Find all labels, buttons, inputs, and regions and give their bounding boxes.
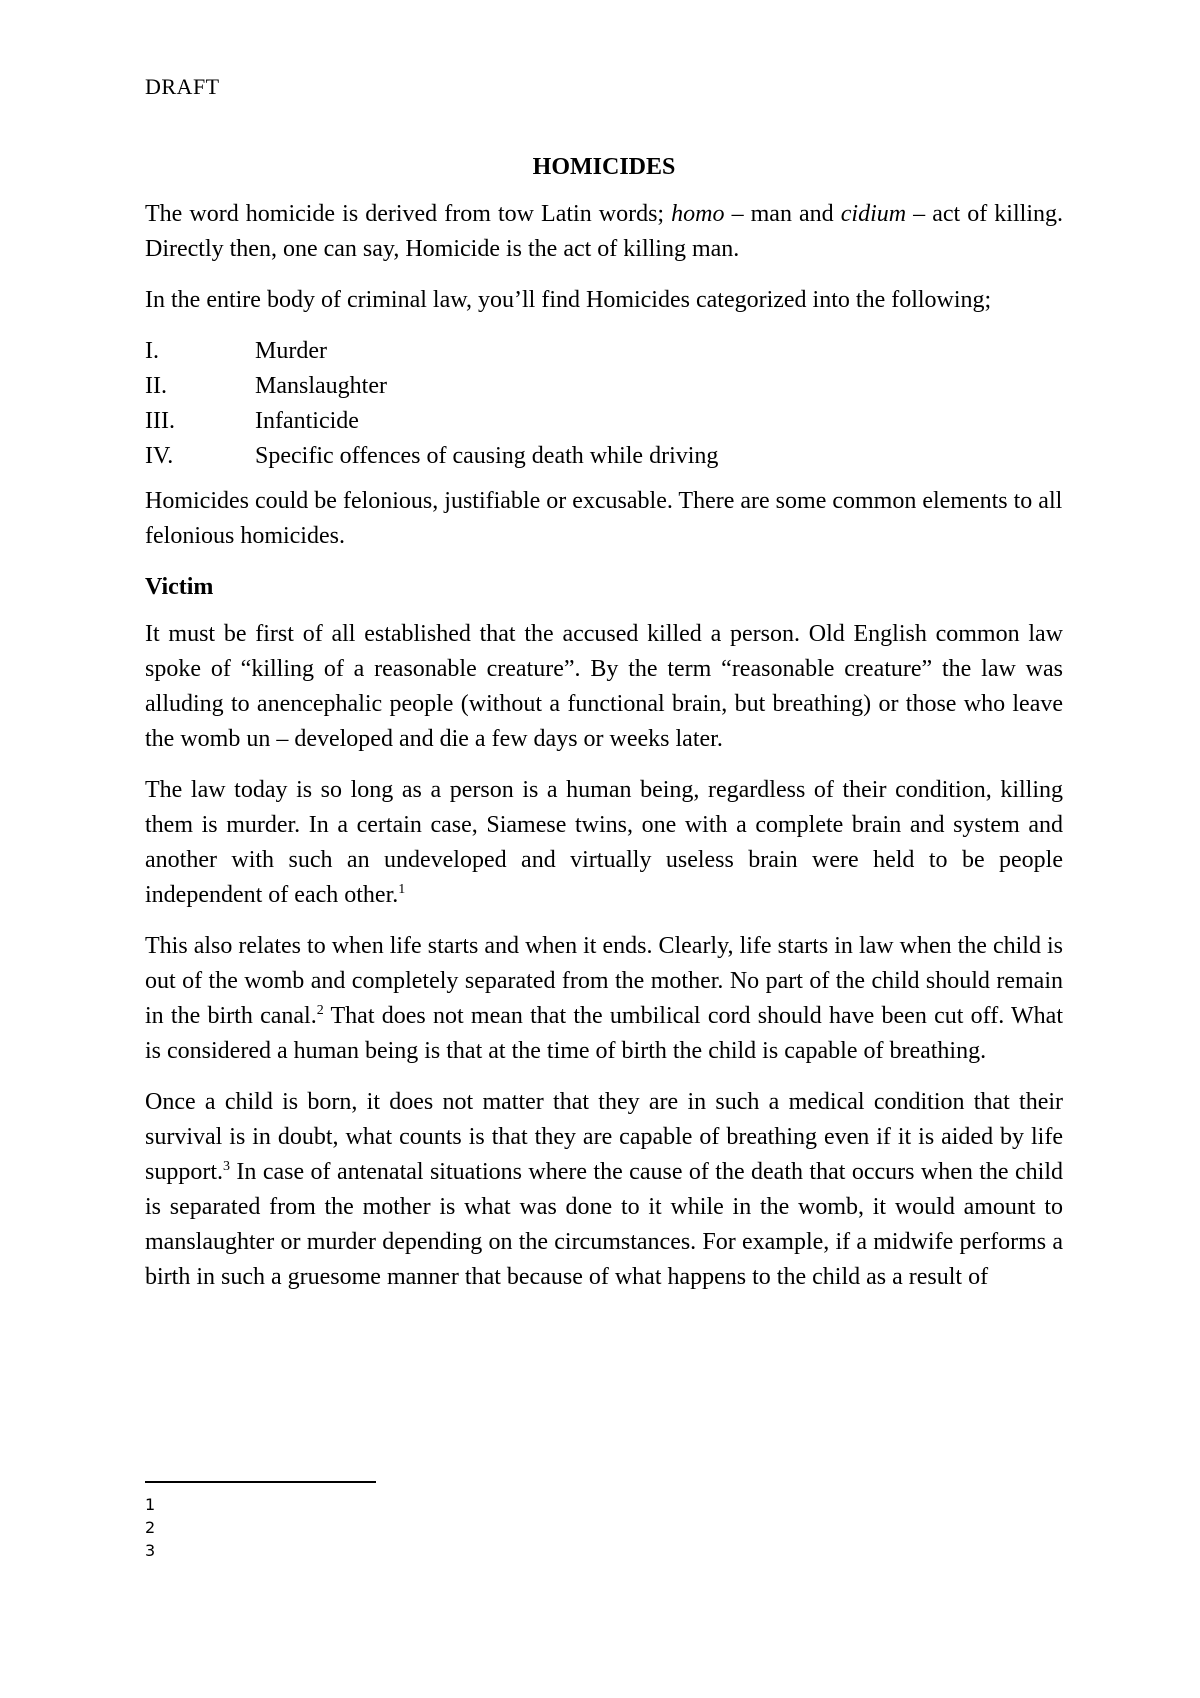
list-item-number: IV. [145, 443, 174, 469]
document-title: HOMICIDES [532, 154, 676, 180]
paragraph-law-today: The law today is so long as a person is a human being, regardless of their condition, killing them is murder. In a certain case, Siamese twins, one with a complete brain and system and another with such an undeveloped and virtually useless brain were held to be people independent of each other.$^1$ [145, 777, 1063, 908]
paragraph-felonious: Homicides could be felonious, justifiable or excusable. There are some common elements to all felonious homicides. [145, 488, 1063, 549]
draft-watermark-label: DRAFT [145, 74, 220, 99]
footnote-number: 1 [145, 1495, 156, 1514]
footnote-ref-2[interactable]: 2 [316, 1003, 324, 1018]
latin-term-homo: homo [671, 201, 725, 227]
list-item-number: III. [145, 408, 175, 434]
list-item-label: Specific offences of causing death while driving [255, 443, 719, 469]
intro-paragraph-2: In the entire body of criminal law, you’ll find Homicides categorized into the following; [145, 287, 992, 313]
list-item-label: Manslaughter [255, 373, 387, 399]
list-item-label: Murder [255, 338, 327, 364]
footnote-number: 2 [145, 1518, 156, 1537]
footnote-ref-3[interactable]: 3 [223, 1159, 230, 1174]
footnote-separator [145, 1481, 376, 1483]
footnote-number: 3 [145, 1541, 156, 1560]
latin-term-cidium: cidium [840, 201, 907, 227]
paragraph-child-born: Once a child is born, it does not matter that they are in such a medical condition that their survival is in doubt, what counts is that they are capable of breathing even if it is aided by life support.$^3$ In case of antenatal situations where the cause of the death that occurs when the child is separated from the mother is what was done to it while in the womb, it would amount to manslaughter or murder depending on the circumstances. For example, if a midwife performs a birth in such a gruesome manner that because of what happens to the child as a result of [145, 1089, 1063, 1290]
list-item-number: I. [145, 338, 159, 364]
paragraph-reasonable-creature: It must be first of all established that the accused killed a person. Old English common law spoke of “killing of a reasonable creature”. By the term “reasonable creature” the law was alluding to anencephalic people (without a functional brain, but breathing) or those who leave the womb un – developed and die a few days or weeks later. [145, 621, 1063, 752]
footnote-ref-1[interactable]: 1 [398, 882, 406, 897]
list-item [145, 334, 1063, 369]
list-item [145, 439, 1063, 474]
intro-paragraph-1: The word homicide is derived from tow Latin words; homo – man and cidium – act of killing. Directly then, one can say, Homicide is the act of killing man. [145, 201, 1063, 262]
list-item [145, 369, 1063, 404]
document-body [145, 150, 1063, 1311]
homicide-categories-list [145, 334, 1063, 474]
paragraph-life-starts: This also relates to when life starts and when it ends. Clearly, life starts in law when the child is out of the womb and completely separated from the mother. No part of the child should remain in the birth canal.$^2$ That does not mean that the umbilical cord should have been cut off. What is considered a human being is that at the time of birth the child is capable of breathing. [145, 933, 1063, 1064]
list-item-number: II. [145, 373, 167, 399]
footnotes [145, 1493, 155, 1562]
list-item-label: Infanticide [255, 408, 359, 434]
list-item [145, 404, 1063, 439]
section-heading-victim: Victim [145, 574, 214, 600]
